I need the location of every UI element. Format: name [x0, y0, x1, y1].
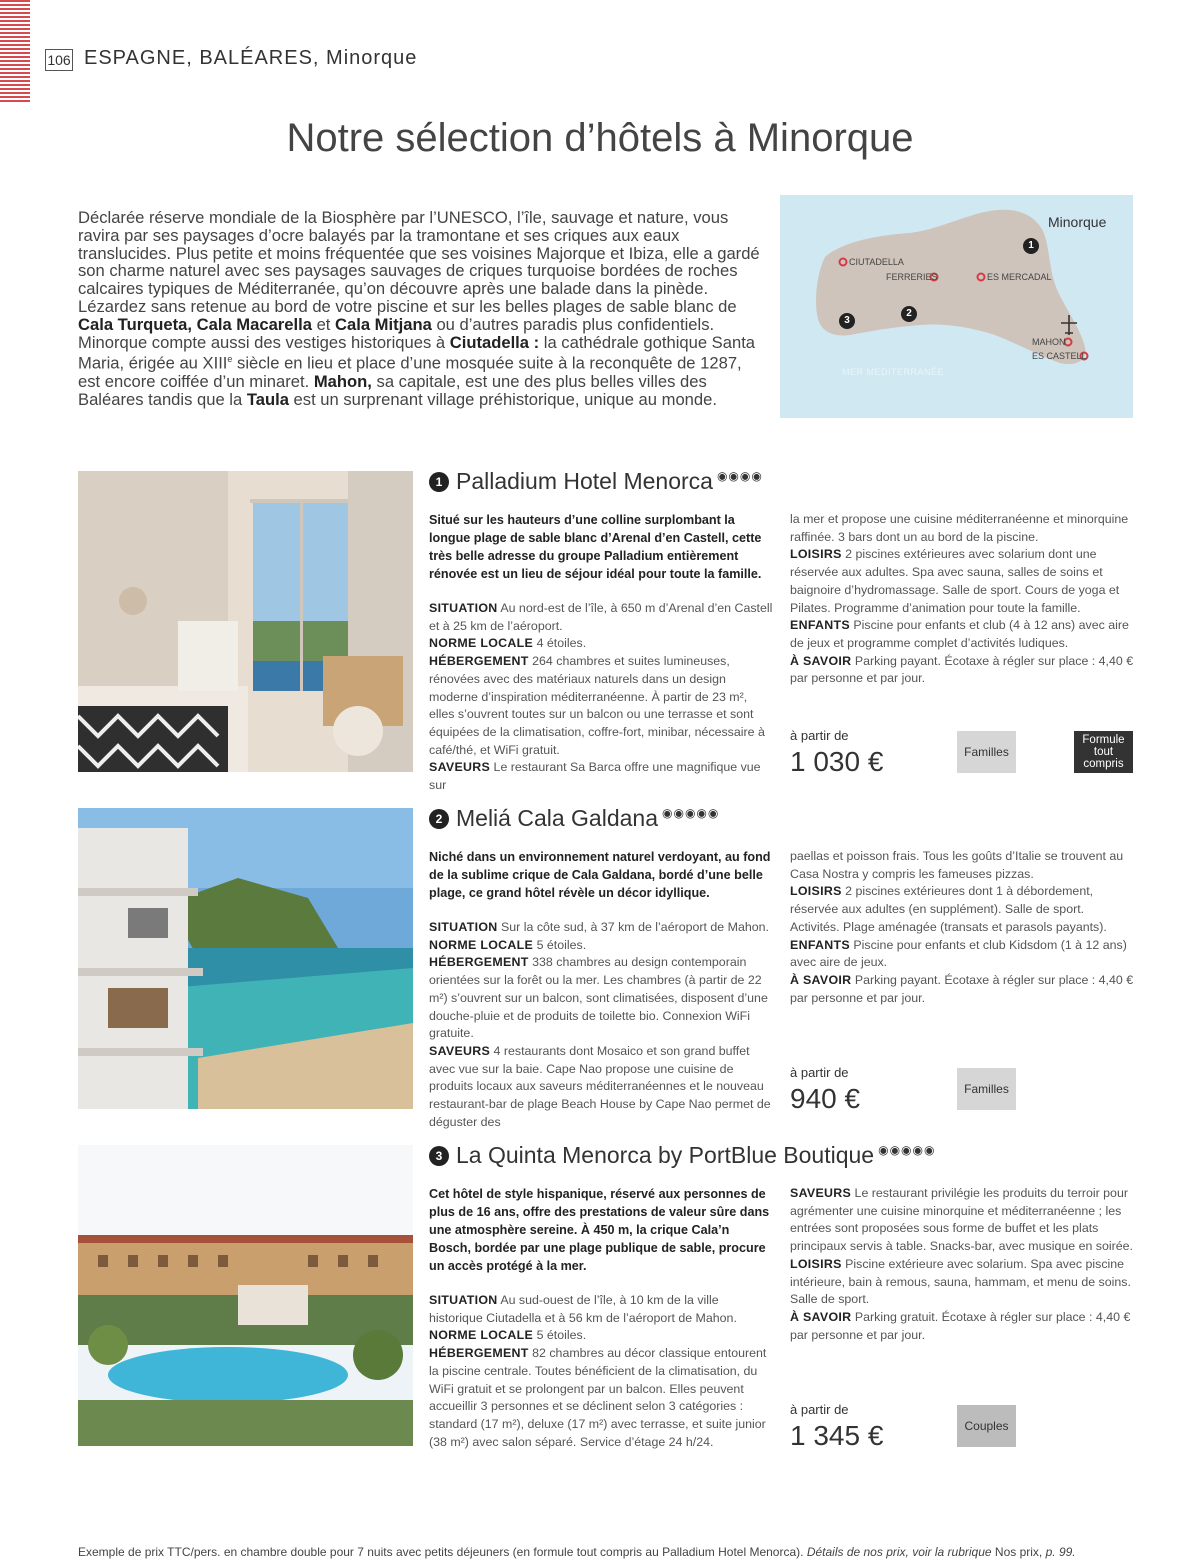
- hotel-1-left-column: [429, 511, 774, 795]
- hotel-1-photo: [78, 471, 413, 772]
- map-label-ciutadella: CIUTADELLA: [849, 257, 904, 267]
- hotel-1-rating: ◉◉◉◉: [716, 468, 763, 483]
- hotel-3-loisirs: LOISIRS Piscine extérieure avec solarium. Spa avec piscine intérieure, bain à remous, sauna, hammam, et menu de soins. Salle de sport.: [790, 1256, 1131, 1307]
- hotel-2-lead: Niché dans un environnement naturel verdoyant, au fond de la sublime crique de Cala Galdana, bordé d’une belle plage, ce grand hôtel révèle un décor idyllique.: [429, 850, 771, 900]
- hotel-1-formula-badge: Formule tout compris: [1074, 731, 1133, 773]
- hotel-2-name: [429, 805, 719, 832]
- hotel-2-photo: [78, 808, 413, 1109]
- hotel-3-saveurs: SAVEURS Le restaurant privilégie les produits du terroir pour agrémenter une cuisine minorquine et méditerranéenne ; les entrées sont proposées sous forme de buffet et les plats principaux servis à table. Snacks-bar, avec musique en soirée.: [790, 1186, 1133, 1254]
- hotel-2-title: Meliá Cala Galdana: [456, 805, 659, 831]
- hotel-2-saveurs-cont: paellas et poisson frais. Tous les goûts d’Italie se trouvent au Casa Nostra y compris les fameuses pizzas.: [790, 849, 1124, 881]
- hotel-3-rating: ◉◉◉◉◉: [878, 1142, 936, 1157]
- hotel-1-a-savoir: À SAVOIR Parking payant. Écotaxe à régler sur place : 4,40 € par personne et par jour.: [790, 653, 1134, 686]
- hotel-3-number: 3: [429, 1146, 449, 1166]
- hotel-3-a-savoir: À SAVOIR Parking gratuit. Écotaxe à régler sur place : 4,40 € par personne et par jour.: [790, 1309, 1131, 1342]
- map-label-mahon: MAHON: [1032, 337, 1066, 347]
- hotel-3-from-label: à partir de: [790, 1402, 849, 1417]
- hotel-2-saveurs: SAVEURS 4 restaurants dont Mosaico et son grand buffet avec vue sur la baie. Cape Nao propose une cuisine de produits locaux aux saveurs méditerranéennes et le nouveau restaurant-bar de plage Beach House by Cape Nao permet de déguster des: [429, 1043, 771, 1129]
- hotel-3-norme: NORME LOCALE 5 étoiles.: [429, 1328, 587, 1343]
- map-marker-2: 2: [901, 306, 917, 322]
- hotel-3-title: La Quinta Menorca by PortBlue Boutique: [456, 1142, 875, 1168]
- hotel-3-photo: [78, 1145, 413, 1446]
- hotel-1-title: Palladium Hotel Menorca: [456, 468, 713, 494]
- map-sea-label: MER MÉDITERRANÉE: [842, 367, 945, 377]
- hotel-2-left-column: [429, 848, 774, 1131]
- hotel-3-hebergement: HÉBERGEMENT 82 chambres au décor classique entourent la piscine centrale. Toutes bénéficient de la climatisation, du WiFi gratuit et se prolongent par un balcon. Elles peuvent accueillir 3 personnes et se déclinent selon 3 catégories : standard (17 m²), deluxe (17 m²) avec terrasse, et suite junior (38 m²) avec salon séparé. Service d’étage 24 h/24.: [429, 1346, 767, 1449]
- hotel-3-price: 1 345 €: [790, 1420, 884, 1451]
- hotel-1-name: [429, 468, 763, 495]
- hotel-2-situation: SITUATION Sur la côte sud, à 37 km de l’aéroport de Mahon.: [429, 920, 769, 934]
- hotel-2-rating: ◉◉◉◉◉: [662, 805, 720, 820]
- hotel-1-saveurs-cont: la mer et propose une cuisine méditerranéenne et minorquine raffinée. 3 bars dont un au bord de la piscine.: [790, 512, 1129, 544]
- hotel-2-norme: NORME LOCALE 5 étoiles.: [429, 937, 587, 952]
- island-map: [780, 195, 1133, 418]
- hotel-2-a-savoir: À SAVOIR Parking payant. Écotaxe à régler sur place : 4,40 € par personne et par jour.: [790, 972, 1134, 1005]
- hotel-1-price: 1 030 €: [790, 746, 884, 777]
- hotel-1-lead: Situé sur les hauteurs d’une colline surplombant la longue plage de sable blanc d’Arenal d’en Castell, cette très belle adresse du groupe Palladium entièrement rénovée est un lieu de séjour idéal pour toute la famille.: [429, 513, 762, 581]
- hotel-2-right-column: [790, 848, 1135, 1007]
- hotel-1-loisirs: LOISIRS 2 piscines extérieures avec solarium dont une réservée aux adultes. Spa avec sauna, salles de soins et baignoire d’hydromassage. Salle de sport. Cours de yoga et Pilates. Programme d’animation pour toute la famille.: [790, 547, 1120, 615]
- footer-note: Exemple de prix TTC/pers. en chambre double pour 7 nuits avec petits déjeuners (en formule tout compris au Palladium Hotel Menorca). Détails de nos prix, voir la rubrique Nos prix, p. 99.: [78, 1545, 1076, 1559]
- page-number: 106: [45, 49, 73, 71]
- hotel-2-number: 2: [429, 809, 449, 829]
- hotel-3-tag: Couples: [957, 1405, 1016, 1447]
- hotel-2-tag: Familles: [957, 1068, 1016, 1110]
- hotel-1-situation: SITUATION Au nord-est de l’île, à 650 m d’Arenal d’en Castell et à 25 km de l’aéroport.: [429, 601, 773, 633]
- hotel-2-hebergement: HÉBERGEMENT 338 chambres au design contemporain orientées sur la forêt ou la mer. Les chambres (à partir de 22 m²) s’ouvrent sur un balcon, sont climatisées, disposent d’une douche-pluie et de produits de toilette bio. Connexion WiFi gratuite.: [429, 955, 768, 1041]
- map-marker-3: 3: [839, 313, 855, 329]
- page-title: Notre sélection d’hôtels à Minorque: [286, 116, 914, 160]
- map-label-ferreries: FERRERIES: [886, 272, 938, 282]
- hotel-1-from-label: à partir de: [790, 728, 849, 743]
- hotel-1-number: 1: [429, 472, 449, 492]
- hotel-1-tag: Familles: [957, 731, 1016, 773]
- hotel-1-hebergement: HÉBERGEMENT 264 chambres et suites lumineuses, rénovées avec des matériaux naturels dans un design moderne d’inspiration méditerranéenne. À partir de 23 m², elles s’ouvrent toutes sur un balcon ou une terrasse et sont équipées de la climatisation, coffre-fort, minibar, nécessaire à café/thé, et WiFi gratuit.: [429, 654, 765, 757]
- map-label-es-mercadal: ES MERCADAL: [987, 272, 1052, 282]
- hotel-3-left-column: [429, 1185, 774, 1451]
- map-label-es-castell: ES CASTELL: [1032, 351, 1087, 361]
- hotel-1-enfants: ENFANTS Piscine pour enfants et club (4 à 12 ans) avec aire de jeux et programme complet d’activités ludiques.: [790, 618, 1129, 650]
- hotel-1-norme: NORME LOCALE 4 étoiles.: [429, 636, 587, 651]
- hotel-3-lead: Cet hôtel de style hispanique, réservé aux personnes de plus de 16 ans, offre des prestations de valeur sûre dans une atmosphère sereine. À 450 m, la crique Cala’n Bosch, bordée par une plage publique de sable, procure un accès protégé à la mer.: [429, 1187, 770, 1273]
- hotel-3-name: [429, 1142, 935, 1169]
- hotel-1-saveurs: SAVEURS Le restaurant Sa Barca offre une magnifique vue sur: [429, 760, 761, 793]
- hotel-3-right-column: [790, 1185, 1135, 1344]
- map-marker-1: 1: [1023, 238, 1039, 254]
- hotel-3-situation: SITUATION Au sud-ouest de l’île, à 10 km de la ville historique Ciutadella et à 56 km de l’aéroport de Mahon.: [429, 1293, 737, 1325]
- intro-text: Déclarée réserve mondiale de la Biosphère par l’UNESCO, l’île, sauvage et nature, vous ravira par ses paysages d’ocre balayés par la tramontane et ses criques aux eaux translucides. Plus petite et moins fréquentée que ses voisines Majorque et Ibiza, elle a gardé son charme naturel avec ses paysages sauvages de criques turquoise bordées de roches calcaires typiques de Méditerranée, qu’on découvre après une balade dans la pinède. Lézardez sans retenue au bord de votre piscine et sur les belles plages de sable blanc de Cala Turqueta, Cala Macarella et Cala Mitjana ou d’autres paradis plus confidentiels. Minorque compte aussi des vestiges historiques à Ciutadella : la cathédrale gothique Santa Maria, érigée au XIIIe siècle en lieu et place d’une mosquée suite à la reconquête de 1287, est encore coiffée d’un minaret. Mahon, sa capitale, est une des plus belles villes des Baléares tandis que la Taula est un surprenant village préhistorique, unique au monde.: [78, 208, 760, 409]
- decorative-stripes: [0, 0, 30, 102]
- section-title: ESPAGNE, BALÉARES, Minorque: [84, 47, 418, 69]
- hotel-2-from-label: à partir de: [790, 1065, 849, 1080]
- hotel-1-right-column: [790, 511, 1135, 688]
- hotel-2-loisirs: LOISIRS 2 piscines extérieures dont 1 à débordement, réservée aux adultes (en supplément). Salle de sport. Activités. Plage aménagée (transats et parasols payants).: [790, 884, 1107, 934]
- hotel-2-enfants: ENFANTS Piscine pour enfants et club Kidsdom (1 à 12 ans) avec aire de jeux.: [790, 937, 1127, 970]
- hotel-2-price: 940 €: [790, 1083, 861, 1114]
- map-title: Minorque: [1048, 214, 1107, 230]
